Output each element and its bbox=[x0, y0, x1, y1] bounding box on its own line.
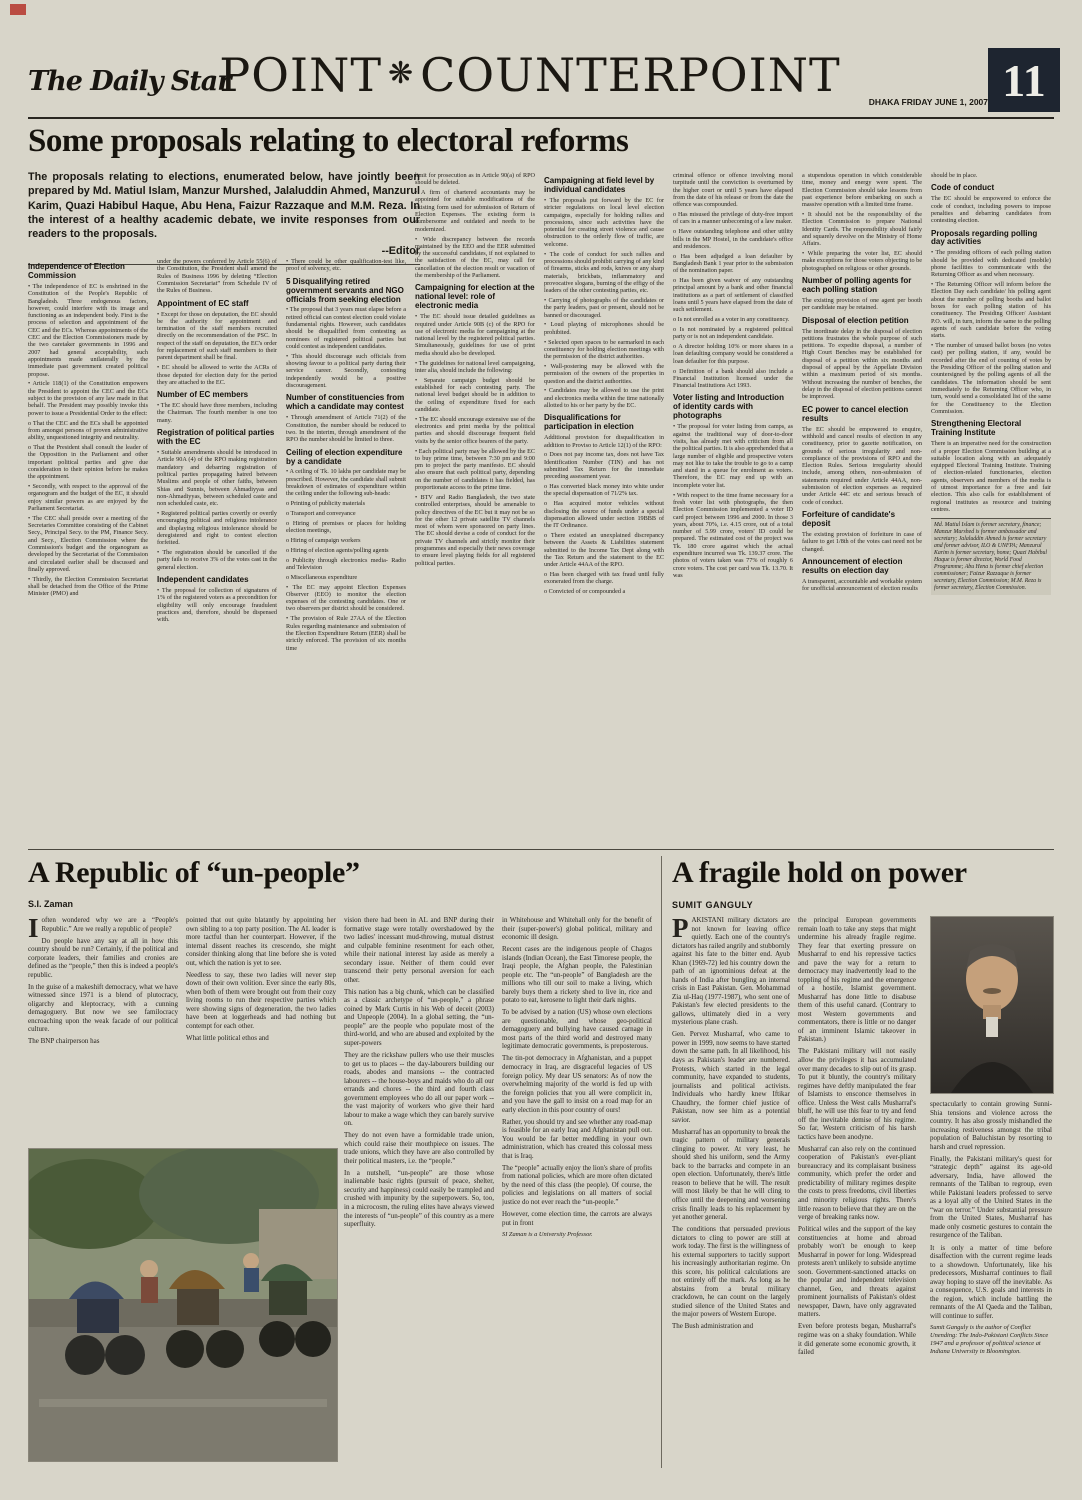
paragraph: • EC should be allowed to write the ACRs of those deputed for election duty for the period they are attached to the EC. bbox=[157, 364, 277, 386]
paragraph: • Carrying of photographs of the candidates or the party leaders, past or present, should not be banned or discouraged. bbox=[544, 296, 664, 319]
paragraph: o Have outstanding telephone and other utility bills in the MP Hostel, in the candidate's office and residences. bbox=[673, 228, 793, 250]
section-title bbox=[170, 48, 890, 102]
column-subhead: Number of EC members bbox=[157, 390, 249, 400]
paragraph: • The code of conduct for such rallies and processions should prohibit carrying of any kind of firearms, sticks and rods, knives or any sharp materials, brickbats, inflammatory and provocative slogans, burning of the effigy of the leaders of the other contesting parties, etc. bbox=[544, 250, 664, 295]
column-subhead: EC power to cancel election results bbox=[802, 404, 909, 423]
lead-column-3 bbox=[286, 258, 406, 846]
paragraph: The EC should be empowered to enquire, withhold and cancel results of election in any constituency, prior to gazette notification, on grounds of serious irregularity and non-compliance of the provisions of RPO and the Election Rules. Serious irregularity should include, among others, non-submission of statements required under Article 44AA, non-submission of election expenses as required under Article 44C etc and serious breach of code of conduct. bbox=[802, 425, 922, 506]
paragraph: in Whitehouse and Whitehall only for the benefit of their (super-power's) global political, military and economic ill design. bbox=[502, 916, 652, 942]
paragraph: o Miscellaneous expenditure bbox=[286, 573, 358, 581]
street-photo-rickshaws bbox=[28, 1148, 338, 1462]
lead-column-1 bbox=[28, 258, 148, 846]
paragraph: a stupendous operation in which considerable time, money and energy were spent. The Election Commission should take lessons from past experience before embarking on such a massive operation with a limited time frame. bbox=[802, 172, 922, 209]
paragraph: o Has been charged with tax fraud until fully exonerated from the charge. bbox=[544, 571, 664, 586]
masthead-rule bbox=[28, 117, 1054, 119]
paragraph: o Has been given waiver of any outstanding principal amount by a bank and other financial institutions as a part of settlement of classified loans until 5 years have elapsed from the date of such settlement. bbox=[673, 277, 793, 314]
paragraph: • The EC should encourage extensive use of the electronics and print media by the political parties and should discourage frequent field visits by the senior office bearers of the party. bbox=[415, 415, 535, 445]
lead-intro bbox=[28, 170, 420, 265]
left-article-column-1 bbox=[28, 916, 178, 1142]
paragraph: • Thirdly, the Election Commission Secretariat shall be detached from the Office of the Prime Minister (PMO) and bbox=[28, 575, 148, 598]
paragraph: should be in place. bbox=[931, 172, 978, 179]
column-subhead: Number of constituencies from which a candidate may contest bbox=[286, 393, 405, 412]
paragraph: • With respect to the time frame necessary for a fresh voter list with photographs, the then Election Commission implemented a voter ID card project between 1996 and 2000. In those 3 years, about 70%, i.e. 4.15 crore, out of a total number of 5.99 crore, voters' ID could be prepared. The estimated cost of the project was Tk. 180 crore against which the actual expenditure incurred was Tk. 139.37 crore. The photos of voters taken was 77% of roughly 6 crore voters. The cost per card was Tk. 13.70. It was bbox=[673, 491, 793, 580]
column-subhead: Announcement of election results on election day bbox=[802, 556, 903, 575]
paragraph: Musharraf can also rely on the continued cooperation of Pakistan's ever-pliant bureaucracy and its complaisant business community, which prefer the order and predictability of military regimes despite the costs to press freedoms, civil liberties and minority religious rights. There's little reason to believe that they are on the verge of breaking ranks now. bbox=[798, 1144, 916, 1222]
star-ornament-icon: ❋ bbox=[388, 56, 415, 91]
author-credit: SI Zaman is a University Professor. bbox=[502, 1231, 593, 1239]
lead-column-4 bbox=[415, 172, 535, 846]
column-subhead: Disposal of election petition bbox=[802, 315, 909, 325]
paragraph: • The EC may appoint Election Expenses Observer (EEO) to monitor the election expenses of the contesting candidates. One or two observers per district should be considered. bbox=[286, 583, 406, 613]
column-subhead: Strengthening Electoral Training Institute bbox=[931, 419, 1022, 438]
right-article-column-2 bbox=[798, 916, 916, 1462]
lead-column-2 bbox=[157, 258, 277, 846]
column-subhead: Proposals regarding polling day activities bbox=[931, 228, 1038, 247]
column-subhead: Campaigning at field level by individual candidates bbox=[544, 176, 655, 194]
paragraph: • The proposals put forward by the EC for stricter regulations on local level election campaigns, especially for holding rallies and processions, since such activities have the potential for creating street violence and cause obstruction to the orderly flow of traffic, are welcome. bbox=[544, 196, 664, 248]
paragraph: • A ceiling of Tk. 10 lakhs per candidate may be prescribed. However, the candidate shall submit breakdown of estimates of expenditure within the ceiling under the following sub-heads: bbox=[286, 468, 406, 498]
paragraph: o Hiring of election agents/polling agents bbox=[286, 546, 389, 554]
paragraph: • The independence of EC is enshrined in the Constitution of the People's Republic of Bangladesh. Three endogenous factors, however, could interfere with its image and functioning as an independent body. First is the process of selection and appointment of the CEC and the ECs. Whereas appointments of the CEC and the Election Commissioners made by the two caretaker governments in 1996 and 2007 had general acceptability, such appointments made unilaterally by the immediate past government created political propose. bbox=[28, 282, 148, 378]
paragraph: • Wall-postering may be allowed with the permission of the owners of the properties in question and the district authorities. bbox=[544, 362, 664, 385]
paragraph: o Hiring of premises or places for holding election meetings, bbox=[286, 519, 406, 535]
column-subhead: Appointment of EC staff bbox=[157, 298, 249, 308]
paragraph: Political wiles and the support of the key constituencies at home and abroad probably won't be enough to keep Musharraf in power for long. Widespread protests aren't unlikely to subside anytime soon. Government-sanctioned attacks on the popular and independent television channel, Geo, and threats against prominent journalists of Pakistan's oldest newspaper, Dawn, have only aggravated matters. bbox=[798, 1225, 916, 1319]
paragraph: pointed that out quite blatantly by appointing her own sibling to a top party position. The AL leader is more tactful than her counterpart. However, if the internal dissent reaches its crescendo, she might consider thinking along that line before she is voted out, which the nation is yet to see. bbox=[186, 916, 336, 967]
paragraph: vision there had been in AL and BNP during their formative stage were totally overshadowed by the two ladies' incessant mud-throwing, mutual distrust and culpable feminine resentment for each other, while their national interest lay aside as merely a secondary issue. Neither of them could ever transcend their petty personal aversion for each other. bbox=[344, 916, 494, 984]
paragraph: spectacularly to contain growing Sunni-Shia tensions and violence across the country. It has also grossly mishandled the increasing restiveness amongst the tribal population of Baluchistan by resorting to harsh and cruel repression. bbox=[930, 1100, 1052, 1151]
paragraph: Recent cases are the indigenous people of Chagos islands (Indian Ocean), the East Timorese people, the Iraqi people, the Afghan people, the Palestinian people etc. The “un-people” of Bangladesh are the millions who till our soil to make a living, which barely buys them a rickety shed to live in, rice and potato to eat, kerosene to light their dark nights. bbox=[502, 945, 652, 1005]
paragraph: o Has been adjudged a loan defaulter by Bangladesh Bank 1 year prior to the submission of the nomination paper. bbox=[673, 252, 793, 275]
paragraph: o Does not pay income tax, does not have Tax Identification Number (TIN) and has not submitted Tax Return for the immediate preceding assessment year. bbox=[544, 451, 664, 481]
paragraph: o Transport and conveyance bbox=[286, 510, 356, 518]
paragraph: They are the rickshaw pullers who use their muscles to get us to places -- the day-labourers building our roads, abodes and mansions -- the contracted labourers -- the house-boys and maids who do all our errands and chores -- the third and fourth class government employees who do all our paper work -- the vast majority of workers who give their hard labour to make a wage which they can barely survive on. bbox=[344, 1050, 494, 1128]
drop-cap: P bbox=[672, 916, 689, 943]
editor-signature: --Editor bbox=[381, 244, 420, 257]
left-article-column-2 bbox=[186, 916, 336, 1142]
column-subhead: Ceiling of election expenditure by a candidate bbox=[286, 447, 403, 466]
paragraph: • Loud playing of microphones should be prohibited. bbox=[544, 321, 664, 336]
paragraph: • Secondly, with respect to the approval of the organogram and the budget of the EC, it should enjoy similar powers as are enjoyed by the Parliament Secretariat. bbox=[28, 483, 148, 512]
paragraph: Needless to say, these two ladies will never step down of their own volition. Ever since the early 80s, when both of them were brought out from their cozy living rooms to run their respective parties which were showing signs of degeneration, the two ladies have been at loggerheads and had nothing but contempt for each other. bbox=[186, 970, 336, 1030]
paragraph: o Definition of a bank should also include a Financial Institution licensed under the Financial Institutions Act 1993. bbox=[673, 367, 793, 390]
paragraph: The EC should be empowered to enforce the code of conduct, including powers to impose penalties and debarring candidates from contesting election. bbox=[931, 195, 1051, 225]
paragraph: Do people have any say at all in how this country should be run? Certainly, if the political and corporate leaders, their families and cronies are defined as the “people,” then this is indeed a people's republic. bbox=[28, 936, 178, 979]
lead-headline: Some proposals relating to electoral reforms bbox=[28, 123, 629, 159]
portrait-photo-graphic bbox=[931, 917, 1053, 1093]
paragraph: Even before protests began, Musharraf's regime was on a shaky foundation. While it did generate some economic growth, it failed bbox=[798, 1322, 916, 1357]
paragraph: • The proposal for collection of signatures of 1% of the registered voters as a precondition for eligibility will only encourage fraudulent practices and, therefore, should be dispensed with. bbox=[157, 586, 277, 624]
paragraph: PAKISTANI military dictators are not known for leaving office quietly. Each one of the country's dictators has railed angrily and stubbornly against his fate to the bitter end. Ayub Khan (1969-72) led his country down the path of an ignominious defeat at the hands of India after bungling an internal crisis in East Pakistan. Gen. Mohammad Zia ul-Haq (1977-1987), who sent one of Pakistan's few elected presidents to the gallows, ultimately died in a very mysterious plane crash. bbox=[672, 916, 790, 1027]
paragraph: • Except for those on deputation, the EC should be the authority for appointment and termination of the staff members recruited directly on the recommendation of the PSC. In respect of the staff on deputation, the EC's order for replacement of such staff members to their parent department shall be final. bbox=[157, 310, 277, 362]
paragraph: The Bush administration and bbox=[672, 1322, 754, 1331]
paragraph: o Is not nominated by a registered political party or is not an independent candidate. bbox=[673, 325, 793, 341]
paragraph: The existing provision of one agent per booth per candidate may be retained. bbox=[802, 296, 922, 312]
column-subhead: Independent candidates bbox=[157, 574, 249, 584]
print-registration-mark bbox=[10, 4, 26, 15]
paragraph: • The registration should be cancelled if the party fails to receive 3% of the votes cast in the general election. bbox=[157, 549, 277, 571]
paragraph: • The CEC shall preside over a meeting of the Secretaries Committee consisting of the Cabinet Secy., Principal Secy. to the PM, Finance Secy. and Secy., Election Commission where the Commission's budget and the organogram as developed by the Secretariat of the Commission and circulated earlier shall be discussed and finally approved. bbox=[28, 514, 148, 573]
paragraph: • There could be other qualification-test like, proof of solvency, etc. bbox=[286, 258, 406, 273]
paragraph: • The provision of Rule 27AA of the Election Rules regarding maintenance and submission of the Election Expenditure Return (EER) shall be strictly enforced. The provision of six months time bbox=[286, 615, 406, 652]
page-number: 11 bbox=[988, 48, 1060, 112]
paragraph: o Is not enrolled as a voter in any constituency. bbox=[673, 316, 790, 324]
paragraph: A transparent, accountable and workable system for unofficial announcement of election results bbox=[802, 577, 922, 593]
paragraph: Rather, you should try and see whether any road-map is feasible for an early Iraq and Afghanistan pull out. You would be far better meddling in your own administration, which has created this colossal mess that is Iraq. bbox=[502, 1117, 652, 1160]
column-subhead: Number of polling agents for each polling station bbox=[802, 276, 912, 295]
paragraph: o Publicity through electronics media- Radio and Television bbox=[286, 556, 406, 571]
section-title-left: POINT bbox=[219, 48, 383, 102]
left-article-byline: S.I. Zaman bbox=[28, 899, 74, 909]
paragraph: limit for prosecution as in Article 90(a) of RPO should be deleted. bbox=[415, 172, 535, 187]
paragraph: Ioften wondered why we are a “People's Republic.” Are we really a republic of people? bbox=[28, 916, 178, 943]
paragraph: The inordinate delay in the disposal of election petitions frustrates the whole purpose of such petitions. To expedite disposal, a number of High Court Benches may be established for disposal of a petition within six months and disposal of appeal by the Appellate Division within a maximum period of six months. Without increasing the number of benches, the delay in the disposal of election petitions cannot be improved. bbox=[802, 327, 922, 401]
paragraph: To be advised by a nation (US) whose own elections are questionable, and whose geo-political demagoguery and bullying have caused carnage in most parts of the third world and destroyed many legitimate democratic governments, is preposterous. bbox=[502, 1008, 652, 1051]
paragraph: The BNP chairperson has bbox=[28, 1037, 100, 1046]
paragraph: • The number of unused ballot boxes (no votes cast) per polling station, if any, would be recorded after the end of counting of votes by the Presiding Officer of the polling station and countersigned by the polling agents of all the candidates. The information should be sent immediately to the Returning Officer who, in turn, would send a consolidated list of the same for the Constituency to the Election Commission. bbox=[931, 342, 1051, 415]
column-subhead: Forfeiture of candidate's deposit bbox=[802, 510, 896, 528]
column-subhead: Campaigning for election at the national level: role of electronic media bbox=[415, 283, 535, 311]
paragraph: The Pakistani military will not easily allow the privileges it has accumulated over many decades to slip out of its grasp. To put it bluntly, the country's military regimes have deftly manipulated the fear of Islamists to ensconce themselves in office. Unless the West calls Musharraf's bluff, he will use this fear to try and fend off the inevitable demise of his regime. So far, Western criticism of his harsh tactics have been anodyne. bbox=[798, 1047, 916, 1141]
paragraph: • This should discourage such officials from showing favour to a political party during their service career. Secondly, contesting independently would be a positive discouragement. bbox=[286, 352, 406, 390]
street-photo-rickshaws-graphic bbox=[29, 1149, 337, 1461]
paragraph: o Has converted black money into white under the special dispensation of 71/2% tax. bbox=[544, 483, 664, 498]
right-article-column-3 bbox=[930, 1100, 1052, 1462]
paragraph: • Registered political parties covertly or overtly encouraging political and religious intolerance and displaying religious intolerance should be deregistered and right to contest election forfeited. bbox=[157, 509, 277, 547]
drop-cap: I bbox=[28, 916, 39, 943]
column-subhead: 5 Disqualifying retired government servants and NGO officials from seeking election bbox=[286, 276, 404, 304]
column-subhead: Disqualifications for participation in election bbox=[544, 413, 634, 432]
paragraph: • The guidelines for national level campaigning, inter alia, should include the following: bbox=[415, 359, 535, 374]
paragraph: This nation has a big chunk, which can be classified as a classic archetype of “un-people,” a phrase coined by Mark Curtis in his Web of deceit (2003) and Unpeople (2004). In a global setting, the “un-people” are the people who populate most of the third-world, and who are abused and exploited by the super-powers bbox=[344, 987, 494, 1047]
article-divider-rule bbox=[661, 856, 662, 1468]
paragraph: criminal offence or offence involving moral turpitude until the conviction is overturned by the higher court or until 5 years have elapsed from the date of his release or from the date the offence was compounded. bbox=[673, 172, 793, 209]
paragraph: Musharraf has an opportunity to break the tragic pattern of military generals clinging to power. At very least, he should shed his uniform, send the Army back to the barracks and compete in an open election. Unfortunately, there's little reason to believe that he will. The result will most likely be that he will cling to office until the deepening and worsening crisis finally leads to his replacement by yet another general. bbox=[672, 1127, 790, 1222]
paragraph: • The Returning Officer will inform before the Election Day each candidate/ his polling agent about the number of polling booths and ballot boxes for each polling station of his constituency. The Presiding Officer/ Assistant P.O. will, in turn, inform the same to the polling agents of each candidate before the voting starts. bbox=[931, 281, 1051, 340]
dateline: DHAKA FRIDAY JUNE 1, 2007 bbox=[868, 97, 988, 107]
paragraph: • Each political party may be allowed by the EC to buy prime time, between 7:30 pm and 9:00 pm to project the party manifesto. EC should also ensure that each political party, depending on the number of candidates it has fielded, has proportionate access to the prime time. bbox=[415, 447, 535, 492]
lead-intro-text: The proposals relating to elections, enumerated below, have jointly been prepared by Md. Matiul Islam, Manzur Murshed, Jalaluddin Ahmed, Manzurul Karim, Quazi Habibul Haque, Abu Hena, Faizur Razzaque and M.M. Reza. In the interest of a healthy academic debate, we invite responses from our readers to the proposals. bbox=[28, 171, 420, 241]
paragraph: o There existed an unexplained discrepancy between the Assets & Liabilities statement submitted to the Income Tax Dept along with the Tax Return and the statement to the EC under Article 44AA of the RPO. bbox=[544, 532, 664, 569]
paragraph: The existing provision of forfeiture in case of failure to get 1/8th of the votes cast need not be changed. bbox=[802, 530, 922, 553]
paragraph: The “people” actually enjoy the lion's share of profits from national policies, which are more often dictated by the need of this class (the people). Of course, the policies and legislations on all matters of social justice do not ever reach the “un-people.” bbox=[502, 1163, 652, 1206]
paragraph: o Has misused the privilege of duty-free import of cars in a manner unbecoming of a law maker. bbox=[673, 211, 793, 226]
paragraph: However, come election time, the carrots are always put in front bbox=[502, 1210, 652, 1227]
paragraph: • The presiding officers of each polling station should be provided with dedicated (mobile) phone facilities to communicate with the Returning Officer as and when necessary. bbox=[931, 249, 1051, 279]
paragraph: • Candidates may be allowed to use the print and electronics media within the time nationally allotted to his or her party by the EC. bbox=[544, 387, 664, 410]
column-subhead: Registration of political parties with the EC bbox=[157, 428, 275, 446]
left-article-headline: A Republic of “un-people” bbox=[28, 856, 360, 889]
paragraph: • It should not be the responsibility of the Election Commission to prepare National Identity Cards. The responsibility should fairly and squarely devolve on the Ministry of Home Affairs. bbox=[802, 211, 922, 248]
paragraph: • The proposal for voter listing from camps, as against the traditional way of door-to-door visits, has already met with criticism from all the political parties. It is also apprehended that a large number of eligible and prospective voters may not like to take the trouble to go to a camp and stand in a queue for enrolment as voters. Therefore, the EC may end up with an incomplete voter list. bbox=[673, 423, 793, 489]
paragraph: Finally, the Pakistani military's quest for “strategic depth” against its age-old adversary, India, have allowed the remnants of the Taliban to regroup, even while Pakistani leaders professed to serve as a loyal ally of the United States in the “war on terror.” Under substantial pressure from the United States, Musharraf has made only cosmetic gestures to contain the resurgence of the Taliban. bbox=[930, 1154, 1052, 1240]
paragraph: o Printing of publicity materials bbox=[286, 500, 366, 508]
paragraph: Gen. Pervez Musharraf, who came to power in 1999, now seems to have started down the same path. In all likelihood, his days as Pakistan's leader are numbered. Protests, which started in the legal community, have expanded to students, journalists and political activists. Individuals who hardly knew Iftikar Chaudhry, the former chief justice of Pakistan, now see him as a potential savior. bbox=[672, 1030, 790, 1124]
paragraph: • Through amendment of Article 71(2) of the Constitution, the number should be reduced to two. In the interim, through amendment of the RPO the number should be limited to three. bbox=[286, 414, 406, 444]
paragraph: the principal European governments remain loath to take any steps that might undermine his already fragile regime. They fear that exerting pressure on Musharraf to end his repressive tactics and pave the way for a return to democracy may inadvertently lead to the toppling of his regime and the emergence of a hostile, Islamist government. Musharraf has done little to disabuse them of this useful canard. (Contrary to most Western governments and commentators, there is little or no danger of an imminent Islamic takeover in Pakistan.) bbox=[798, 916, 916, 1044]
paragraph: • Article 118(1) of the Constitution empowers the President to appoint the CEC and the ECs subject to the provision of any law made in that behalf. The President may possibly invoke this power to issue a Presidential Order to the effect: bbox=[28, 380, 148, 417]
paragraph: • Selected open spaces to be earmarked in each constituency for holding election meetings with the permission of the district authorities. bbox=[544, 338, 664, 361]
right-article-headline: A fragile hold on power bbox=[672, 856, 967, 889]
paragraph: • A firm of chartered accountants may be appointed for suitable modifications of the existing form used for submission of Return of Election Expenses. The existing form is cumbersome and outdated and needs to be modernized. bbox=[415, 189, 535, 233]
section-title-right: COUNTERPOINT bbox=[420, 48, 841, 102]
right-article-byline: SUMIT GANGULY bbox=[672, 900, 754, 910]
paragraph: • BTV and Radio Bangladesh, the two state controlled enterprises, should be amenable to policy directives of the EC but it may not be so for the other 12 private satellite TV channels most of whom were sponsored on party lines. The EC should devise a code of conduct for the private TV channels and strictly monitor their programmes and especially their news coverage to ensure level playing fields for all registered political parties. bbox=[415, 493, 535, 567]
portrait-photo bbox=[930, 916, 1054, 1094]
paragraph: • The proposal that 3 years must elapse before a retired official can contest election could violate fundamental rights. However, such candidates should be disqualified from contesting as nominees of registered political parties but could contest as independent candidates. bbox=[286, 306, 406, 351]
paragraph: There is an imperative need for the construction of a proper Election Commission building at a suitable location along with an adequately equipped Electoral Training Institute. Training of election-related functionaries, election agents, observers and members of the media is of utmost importance for a free and fair election. This also calls for establishment of regional institutes as resource and training centres. bbox=[931, 440, 1051, 514]
paragraph: • Separate campaign budget should be established for each contesting party. The national level budget should be in addition to the ceiling of expenditure fixed for each candidate. bbox=[415, 376, 535, 413]
column-subhead: Independence of Election Commission bbox=[28, 262, 125, 280]
lead-column-8 bbox=[931, 172, 1051, 846]
left-article-column-3 bbox=[344, 916, 494, 1458]
paragraph: o A director holding 10% or more shares in a loan defaulting company would be considered a loan defaulter for this purpose. bbox=[673, 343, 793, 365]
paragraph: The conditions that persuaded previous dictators to cling to power are still at work today. The first is the willingness of his external supporters to tacitly support his increasingly authoritarian regime. On this score, his political calculations are not entirely off the mark. As long as he abstains from a brutal military crackdown, he can count on the largely studied silence of the United States and the major powers of Western Europe. bbox=[672, 1225, 790, 1319]
author-credit: Sumit Ganguly is the author of Conflict Unending: The Indo-Pakistani Conflicts Since 1947 and a professor of political science at Indiana University in Bloomington. bbox=[930, 1324, 1049, 1355]
paragraph: under the powers conferred by Article 55(6) of the Constitution, the President shall amend the Rules of Business 1996 by deleting “Election Commission Secretariat” from Schedule IV of the Rules of Business. bbox=[157, 258, 277, 295]
paragraph: They do not even have a formidable trade union, which could raise their mouthpiece on issues. The trade unions, which they have are also controlled by their political masters, i.e. the “people.” bbox=[344, 1131, 494, 1165]
paragraph: • Suitable amendments should be introduced in Article 90A (4) of the RPO making registration mandatory and debarring registration of political parties propagating hatred between Muslims and people of other faiths, between Shias and Sunnis, between Ahmadiyyas and non-Ahmadiyyas, between scheduled caste and non scheduled caste, etc. bbox=[157, 448, 277, 508]
lead-column-5 bbox=[544, 172, 664, 846]
paragraph: It is only a matter of time before disaffection with the current regime leads to a showdown. Unfortunately, like his predecessors, Musharraf continues to flail away hoping to stave off the inevitable. As a consequence, U.S. goals and interests in the region, which include battling the remnants of the Al Qaeda and the Taliban, will continue to suffer. bbox=[930, 1243, 1052, 1320]
newspaper-logo: The Daily Star bbox=[28, 66, 231, 97]
paragraph: • While preparing the voter list, EC should make exceptions for those voters objecting to be photographed on religious or other grounds. bbox=[802, 250, 922, 272]
paragraph: o That the President shall consult the leader of the Opposition in the Parliament and other important political parties and give due consideration to their opinion before he makes the appointment. bbox=[28, 443, 148, 481]
paragraph: • The EC should issue detailed guidelines as required under Article 90B (c) of the RPO for use of electronic media for campaigning at the national level by the registered political parties. Simultaneously, guidelines for use of print media should also be developed. bbox=[415, 313, 535, 357]
right-article-column-1 bbox=[672, 916, 790, 1462]
column-subhead: Code of conduct bbox=[931, 183, 995, 193]
paragraph: o Convicted of or compounded a bbox=[544, 588, 626, 596]
section-divider-rule bbox=[28, 849, 1054, 850]
paragraph: In a nutshell, “un-people” are those whose inalienable basic rights (pursuit of peace, shelter, security and happiness) could easily be trampled and crushed with impunity by the superpowers. So, too, in a microcosm, the ruling elites have always viewed the interests of “un-people” of this country as a mere superfluity. bbox=[344, 1168, 494, 1229]
paragraph: In the guise of a makeshift democracy, what we have witnessed since 1971 is a blend of plutocracy, oligarchy and kleptocracy, with a cunning demagoguery. But now we see familocracy encroaching upon the weak facade of our political culture. bbox=[28, 982, 178, 1034]
paragraph: • The EC should have three members, including the Chairman. The fourth member is one too many. bbox=[157, 402, 277, 424]
paragraph: o That the CEC and the ECs shall be appointed from amongst persons of proven administrative ability, unquestioned integrity and neutrality. bbox=[28, 419, 148, 442]
paragraph: Additional provision for disqualification in addition to Proviso to Article 12(1) of the RPO: bbox=[544, 434, 664, 449]
lead-column-7 bbox=[802, 172, 922, 846]
lead-column-6 bbox=[673, 172, 793, 846]
paragraph: What little political ethos and bbox=[186, 1033, 269, 1042]
paragraph: • Wide discrepancy between the records maintained by the EEO and the EER submitted by the successful candidates, if not explained to the satisfaction of the EC, may call for cancellation of the election result or vacation of the membership of the Parliament. bbox=[415, 235, 535, 280]
column-subhead: Voter listing and Introduction of identity cards with photographs bbox=[673, 393, 784, 421]
paragraph: The tin-pot democracy in Afghanistan, and a puppet democracy in Iraq, are disgraceful legacies of US foreign policy. My dear US senators: As of now the overwhelming majority of the world is fed up with the foreign policies that you all were complicit in, and you have the gall to insist on a road map for an early election in this poor country of ours! bbox=[502, 1054, 652, 1114]
paragraph: o Hiring of campaign workers bbox=[286, 536, 361, 544]
contributors-note: Md. Matiul Islam is former secretary, finance; Manzur Murshed is former ambassador and secretary; Jalaluddin Ahmed is former secretary and former advisor, ILO & UNFPA; Manzurul Karim is former secretary, home; Quazi Habibul Haque is former director, World Food Programme; Abu Hena is former chief election commissioner; Faizur Razzaque is former secretary, Election Commission; M.M. Reza is former secretary, Election Commission. bbox=[931, 518, 1051, 595]
left-article-column-4 bbox=[502, 916, 652, 1458]
paragraph: o Has acquired motor vehicles without disclosing the source of funds under a special dispensation allowed under section 19BBB of the IT Ordinance. bbox=[544, 500, 664, 530]
